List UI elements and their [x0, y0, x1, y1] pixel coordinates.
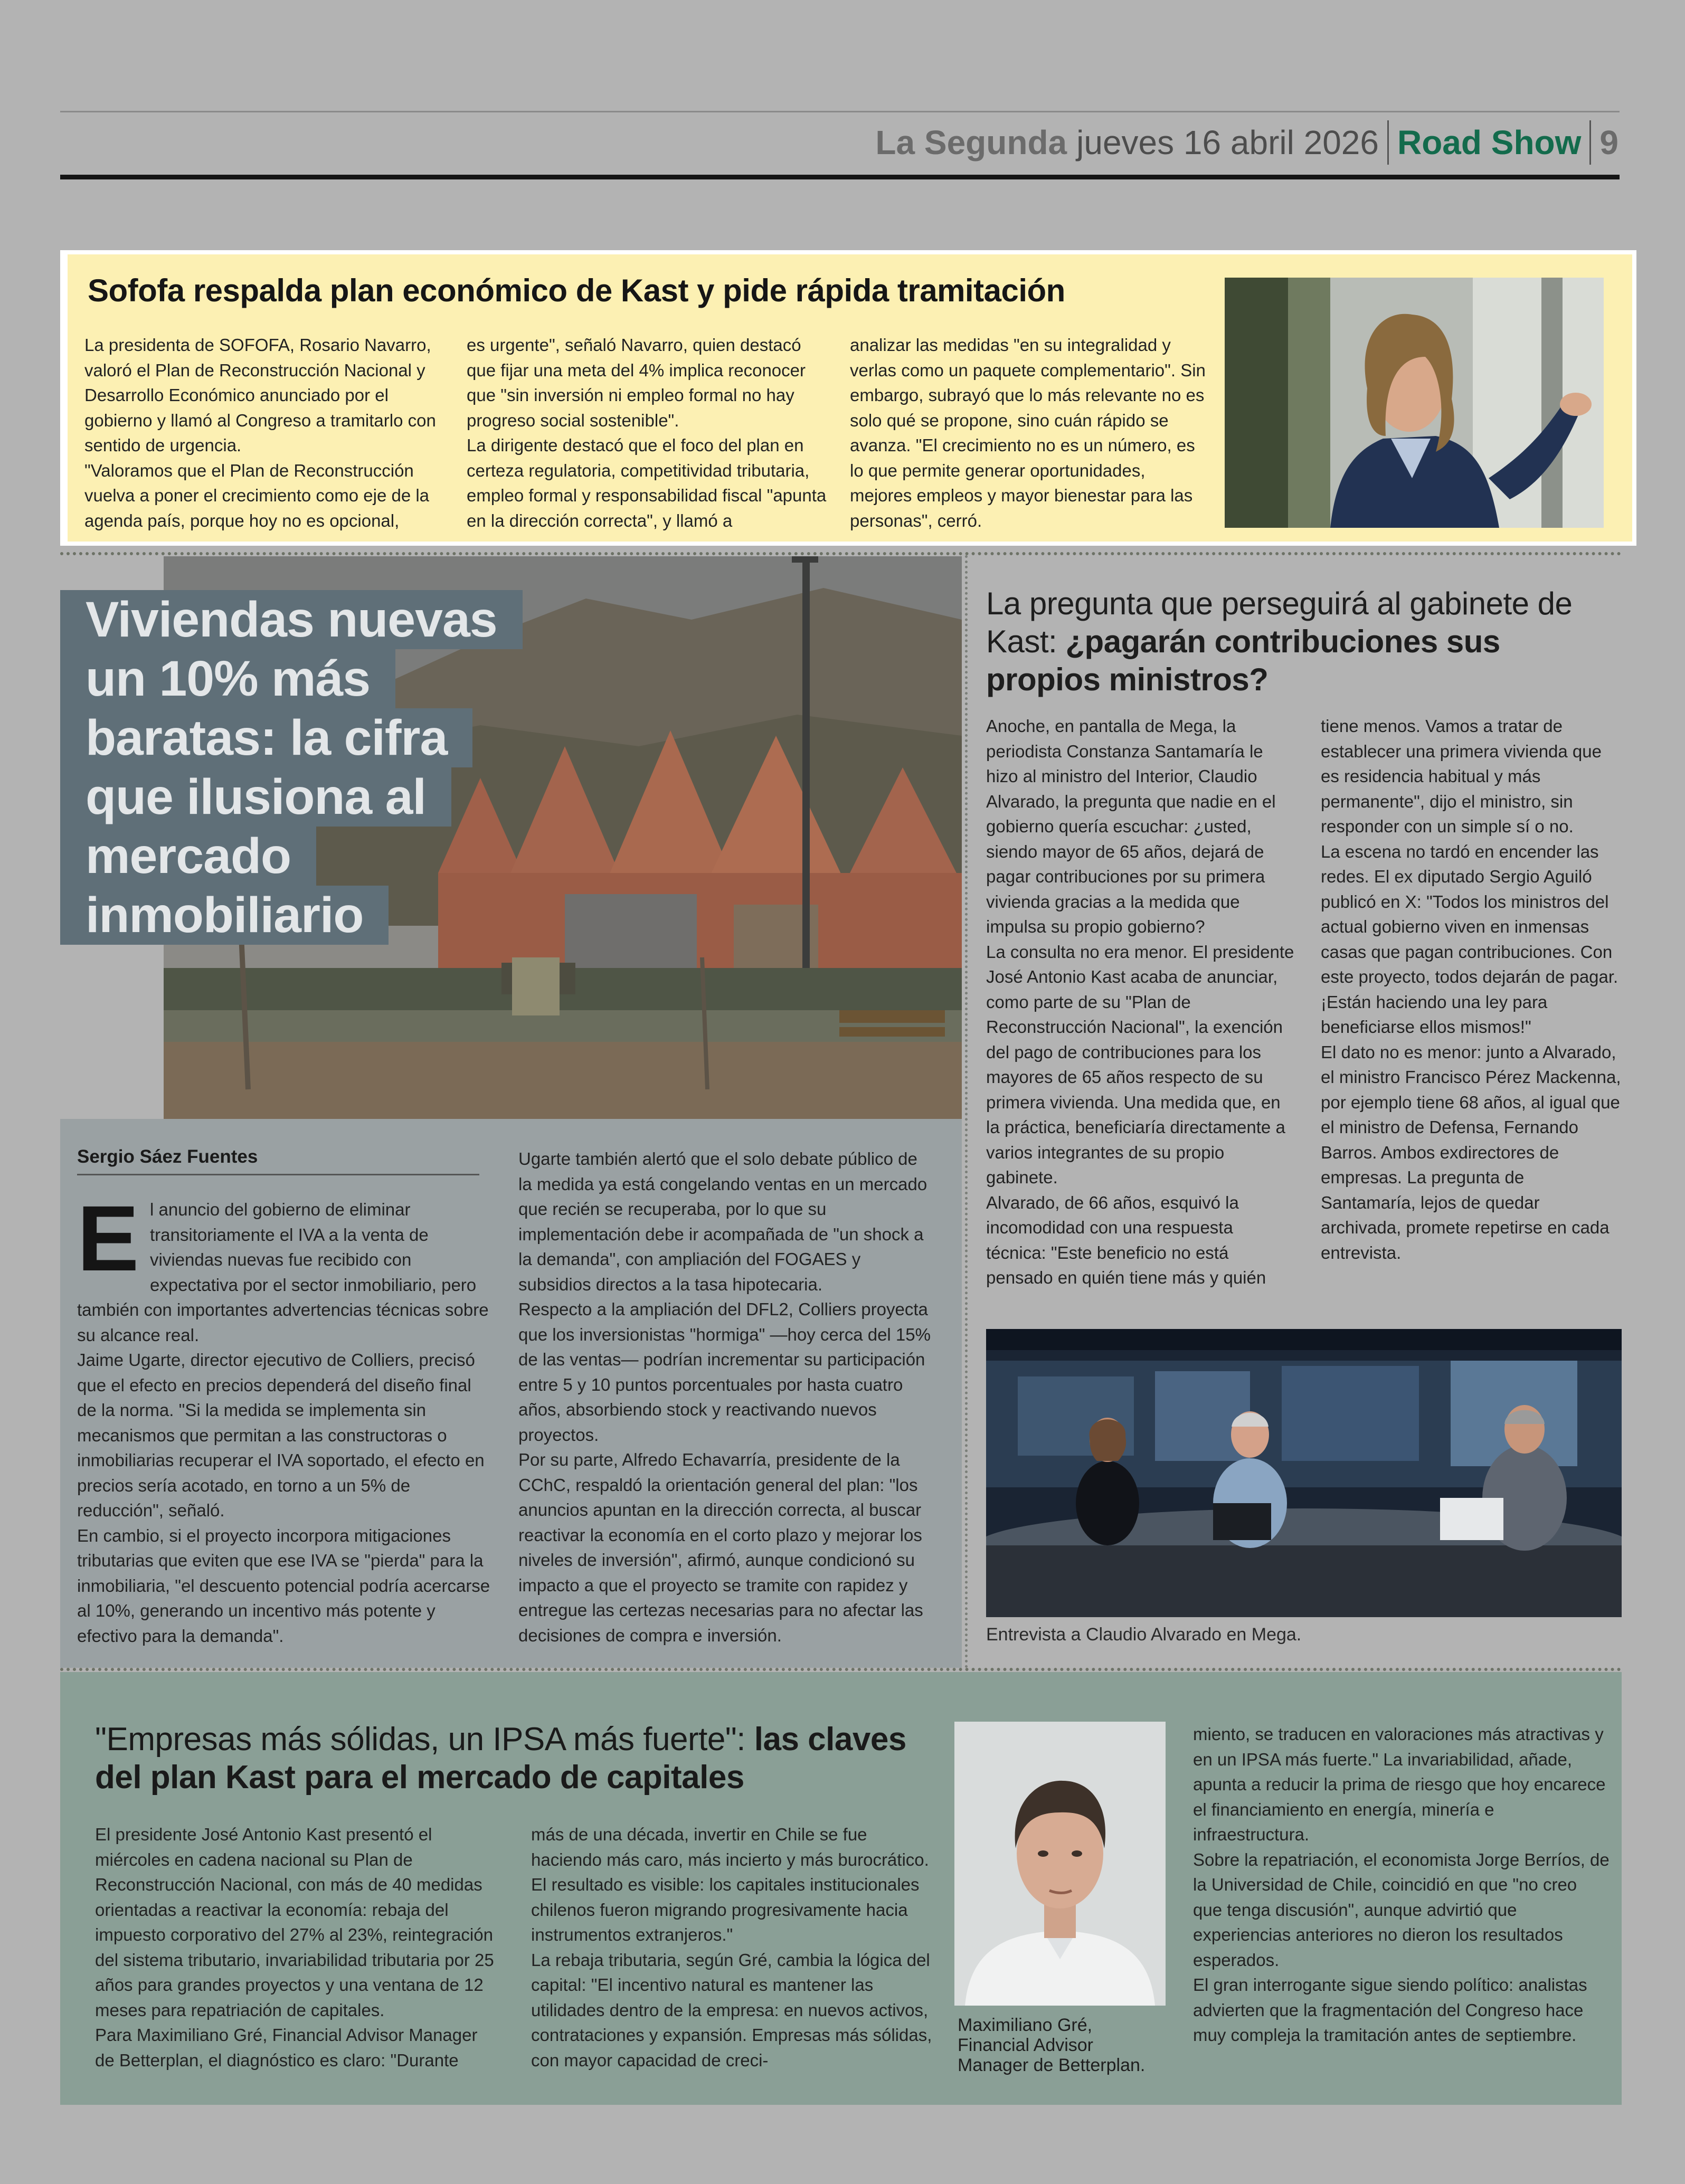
headline-bold: las claves del plan Kast para el mercado de capitales [95, 1721, 906, 1796]
contribuciones-headline [986, 585, 1620, 699]
sofofa-column-2 [467, 333, 831, 533]
section-divider [60, 552, 1622, 555]
paragraph: La presidenta de SOFOFA, Rosario Navarro, valoró el Plan de Reconstrucción Nacional y Desarrollo Económico anunciado por el gobierno y llamó al Congreso a tramitarlo con sentido de urgencia. [84, 335, 436, 455]
sofofa-column-1 [84, 333, 443, 533]
paragraph: miento, se traducen en valoraciones más atractivas y en un IPSA más fuerte." La invariabilidad, añade, apunta a reducir la prima de riesgo que hoy encarece el financiamiento en energía, minería e infraestructura. [1193, 1724, 1606, 1844]
paragraph: El gran interrogante sigue siendo político: analistas advierten que la fragmentación del Congreso hace muy compleja la tramitación antes de septiembre. [1193, 1975, 1587, 2045]
viviendas-headline-line: mercado [60, 827, 316, 886]
rosario-navarro-photo [1225, 278, 1604, 528]
sofofa-headline: Sofofa respalda plan económico de Kast y pide rápida tramitación [88, 273, 1065, 308]
paragraph: l anuncio del gobierno de eliminar transitoriamente el IVA a la venta de viviendas nuevas fue recibido con expectativa por el sector inmobiliario, pero también con importantes advertencias técnicas sobre su alcance real. [77, 1200, 489, 1345]
paragraph: La escena no tardó en encender las redes. El ex diputado Sergio Aguiló publicó en X: "Todos los ministros del actual gobierno viven en inmensas casas que pagan contribuciones. Con este proyecto, todos dejarán de pagar. ¡Están haciendo una ley para beneficiarse ellos mismos!" [1321, 841, 1618, 1037]
headline-plain: La pregunta que perseguirá al gabinete de Kast: [986, 586, 1573, 659]
capitales-column-1 [95, 1822, 496, 2073]
mega-interview-photo [986, 1329, 1622, 1617]
viviendas-headline-line: inmobiliario [60, 886, 389, 945]
drop-cap: E [77, 1187, 139, 1290]
header-divider [1387, 120, 1389, 165]
column-divider [965, 555, 968, 1669]
paragraph: Anoche, en pantalla de Mega, la periodista Constanza Santamaría le hizo al ministro del Interior, Claudio Alvarado, la pregunta que nadie en el gobierno quería escuchar: ¿usted, siendo mayor de 65 años, dejará de pagar contribuciones por su primera vivienda gracias a la medida que impulsa su propio gobierno? [986, 716, 1276, 936]
paragraph: Ugarte también alertó que el solo debate público de la medida ya está congelando ventas en un mercado que recién se recuperaba, por lo que su implementación debe ir acompañada de "un shock a la demanda", con ampliación del FOGAES y subsidios directos a la tasa hipotecaria. [518, 1149, 927, 1294]
section-divider [60, 1668, 1622, 1671]
caption-line: Financial Advisor [958, 2035, 1094, 2055]
paragraph: El dato no es menor: junto a Alvarado, el ministro Francisco Pérez Mackenna, por ejemplo tiene 68 años, al igual que el ministro de Defensa, Fernando Barros. Ambos exdirectores de empresas. La pregunta de Santamaría, lejos de quedar archivada, promete repetirse en cada entrevista. [1321, 1042, 1621, 1262]
paragraph: La rebaja tributaria, según Gré, cambia la lógica del capital: "El incentivo natural es mantener las utilidades dentro de la empresa: en nuevos activos, contrataciones y expansión. Empresas más sólidas, con mayor capacidad de creci- [531, 1950, 932, 2070]
newspaper-name: La Segunda [875, 124, 1067, 162]
paragraph: Para Maximiliano Gré, Financial Advisor Manager de Betterplan, el diagnóstico es claro: "Durante [95, 2025, 478, 2070]
capitales-column-2 [531, 1822, 932, 2073]
byline: Sergio Sáez Fuentes [77, 1146, 258, 1167]
paragraph: tiene menos. Vamos a tratar de establecer una primera vivienda que es residencia habitual y más permanente", dijo el ministro, sin responder con un simple sí o no. [1321, 716, 1602, 836]
viviendas-headline-line: un 10% más [60, 649, 395, 708]
header-divider [1589, 120, 1591, 165]
paragraph: "Valoramos que el Plan de Reconstrucción vuelva a poner el crecimiento como eje de la agenda país, porque hoy no es opcional, [84, 460, 430, 530]
contribuciones-column-2 [1321, 714, 1622, 1265]
capitales-headline [95, 1721, 919, 1797]
viviendas-headline-line: que ilusiona al [60, 767, 451, 827]
paragraph: El presidente José Antonio Kast presentó el miércoles en cadena nacional su Plan de Reconstrucción Nacional, con más de 40 medidas orientadas a reactivar la economía: rebaja del impuesto corporativo del 27% al 23%, reintegración del sistema tributario, invariabilidad tributaria por 25 años para grandes proyectos y una ventana de 12 meses para repatriación de capitales. [95, 1825, 494, 2020]
headline-plain: "Empresas más sólidas, un IPSA más fuerte": [95, 1721, 754, 1758]
contribuciones-column-1 [986, 714, 1294, 1290]
byline-rule [77, 1174, 479, 1175]
caption-line: Maximiliano Gré, [958, 2015, 1093, 2035]
sofofa-column-3 [850, 333, 1209, 533]
paragraph: Respecto a la ampliación del DFL2, Colliers proyecta que los inversionistas "hormiga" —hoy cerca del 15% de las ventas— podrían incrementar su participación entre 5 y 10 puntos porcentuales por hasta cuatro años, absorbiendo stock y reactivando nuevos proyectos. [518, 1299, 931, 1445]
paragraph: Sobre la repatriación, el economista Jorge Berríos, de la Universidad de Chile, coincidió en que "no creo que tenga discusión", aunque advirtió que experiencias anteriores no dieron los resultados esperados. [1193, 1849, 1610, 1970]
header-bottom-rule [60, 175, 1620, 179]
mega-photo-caption: Entrevista a Claudio Alvarado en Mega. [986, 1625, 1302, 1645]
viviendas-headline-line: baratas: la cifra [60, 708, 472, 767]
paragraph: analizar las medidas "en su integralidad y verlas como un paquete complementario". Sin embargo, subrayó que lo más relevante no es solo qué se propone, sino cuán rápido se avanza. "El crecimiento no es un número, es lo que permite generar oportunidades, mejores empleos y mayor bienestar para las personas", cerró. [850, 335, 1206, 530]
maximiliano-gre-portrait [954, 1722, 1166, 2006]
section-name: Road Show [1397, 124, 1582, 162]
paragraph: más de una década, invertir en Chile se fue haciendo más caro, más incierto y más burocrático. El resultado es visible: los capitales institucionales chilenos fueron migrando progresivamente hacia instrumentos extranjeros." [531, 1825, 929, 1944]
viviendas-column-1 [77, 1187, 492, 1648]
caption-line: Manager de Betterplan. [958, 2055, 1146, 2075]
paragraph: En cambio, si el proyecto incorpora mitigaciones tributarias que eviten que ese IVA se "pierda" para la inmobiliaria, "el descuento potencial podría acercarse al 10%, generando un incentivo más potente y efectivo para la demanda". [77, 1525, 490, 1646]
paragraph: La consulta no era menor. El presidente José Antonio Kast acaba de anunciar, como parte de su "Plan de Reconstrucción Nacional", la exención del pago de contribuciones para los mayores de 65 años respecto de su primera vivienda. Una medida que, en la práctica, beneficiaría directamente a varios integrantes de su propio gabinete. [986, 942, 1294, 1187]
headline-bold: ¿pagarán contribuciones sus propios ministros? [986, 624, 1500, 697]
paragraph: es urgente", señaló Navarro, quien destacó que fijar una meta del 4% implica reconocer que "sin inversión ni empleo formal no hay progreso social sostenible". [467, 335, 806, 430]
paragraph: Por su parte, Alfredo Echavarría, presidente de la CChC, respaldó la orientación general del plan: "los anuncios apuntan en la dirección correcta, al buscar reactivar la economía en el corto plazo y mejorar los niveles de inversión", afirmó, aunque condicionó su impacto a que el proyecto se tramite con rapidez y entregue las certezas necesarias para no afectar las decisiones de compra e inversión. [518, 1450, 923, 1645]
paragraph: Jaime Ugarte, director ejecutivo de Colliers, precisó que el efecto en precios dependerá del diseño final de la norma. "Si la medida se implementa sin mecanismos que permitan a las constructoras o inmobiliarias recuperar el IVA soportado, el efecto en precios sería acotado, en torno a un 5% de reducción", señaló. [77, 1350, 485, 1520]
page-header [875, 117, 1618, 168]
issue-date: jueves 16 abril 2026 [1076, 124, 1379, 162]
paragraph: La dirigente destacó que el foco del plan en certeza regulatoria, competitividad tributaria, empleo formal y responsabilidad fiscal "apunta en la dirección correcta", y llamó a [467, 435, 827, 530]
portrait-caption [958, 2015, 1179, 2075]
viviendas-headline-line: Viviendas nuevas [60, 590, 523, 649]
page-number: 9 [1599, 124, 1618, 162]
capitales-column-3 [1193, 1722, 1610, 2048]
header-top-rule [60, 111, 1620, 112]
paragraph: Alvarado, de 66 años, esquivó la incomodidad con una respuesta técnica: "Este beneficio no está pensado en quién tiene más y quién [986, 1192, 1266, 1287]
viviendas-column-2 [518, 1146, 935, 1648]
